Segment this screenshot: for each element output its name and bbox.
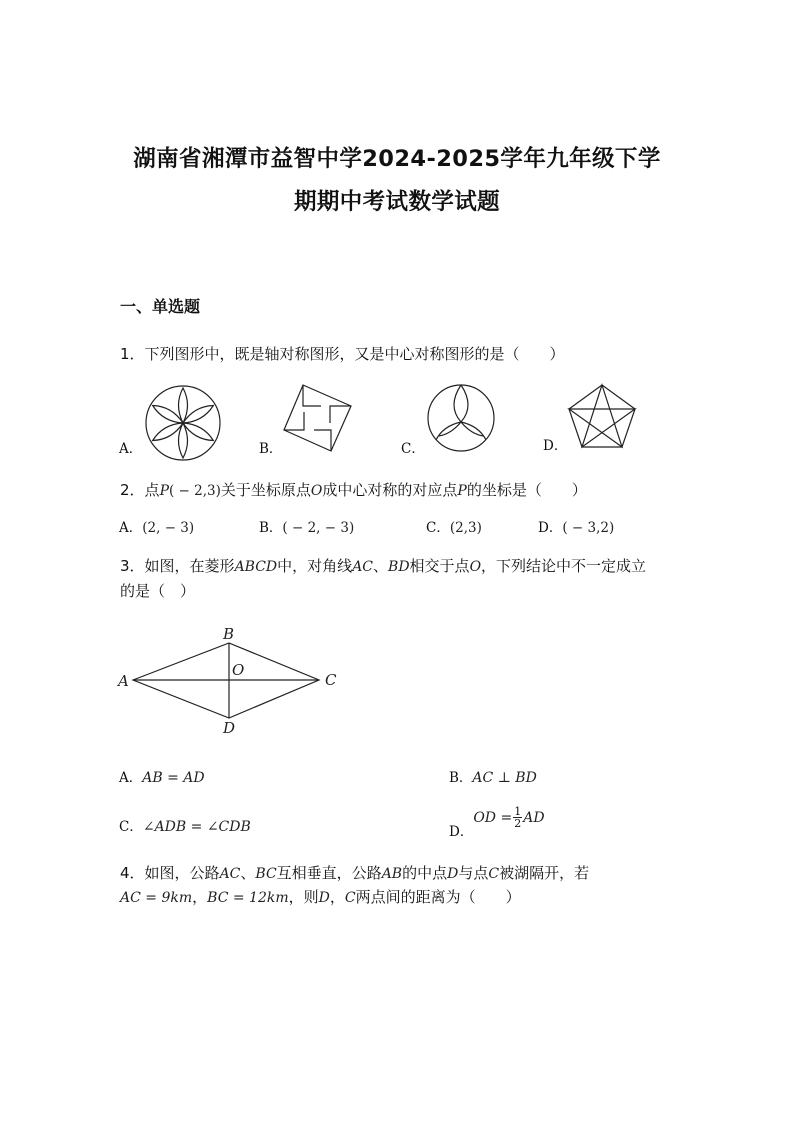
q3-option-b-value: AC ⊥ BD [472,770,537,786]
q4-number: 4． [120,864,145,882]
q2-text-mid: 关于坐标原点 [220,481,311,499]
q3-text-pre: 如图，在菱形 [144,557,235,575]
label-o: O [232,661,245,679]
q4-bc-length: BC = 12km [207,890,289,906]
q2-option-c-label: C． [426,520,450,536]
q3-stem-line1 [120,555,646,576]
q4-point-d: D [447,866,459,882]
section-heading: 一、单选题 [120,297,201,316]
q4-text-mid2: 的中点 [402,864,448,882]
q4-ac-length: AC = 9km [120,890,193,906]
q4-comma: ， [192,888,208,906]
q4-point-c2: C [344,890,356,906]
q3-option-d [449,805,545,840]
page-title-line1: 湖南省湘潭市益智中学2024-2025学年九年级下学 [133,146,661,172]
q1-option-b-label: B． [259,441,283,457]
label-d: D [223,719,236,737]
q2-option-d [538,516,614,536]
q3-option-d-rhs: AD [523,810,545,826]
q2-option-b-label: B． [259,520,283,536]
q3-text-post: ，下列结论中不一定成立 [481,557,647,575]
q4-text-mid: 互相垂直，公路 [276,864,382,882]
q2-text-post: 的坐标是（ ） [466,481,587,499]
q4-road-bc: BC [255,866,277,882]
q3-diag-bd: BD [388,559,410,575]
q3-option-d-fraction [513,806,522,829]
q3-option-d-lhs: OD = [473,810,513,826]
q3-option-c-value: ∠ADB = ∠CDB [142,819,251,835]
q1-figure-c [425,382,497,454]
q4-sep: 、 [240,864,256,882]
q2-option-a-label: A． [119,520,143,536]
q3-option-d-label: D． [449,824,474,840]
q3-option-c-label: C． [119,819,143,835]
q3-shape: ABCD [234,559,278,575]
q2-point2: P [457,483,467,499]
q3-rhombus-figure [118,624,348,740]
q2-origin: O [310,483,323,499]
q2-point: P [159,483,169,499]
q3-point-o: O [469,559,482,575]
q3-option-a-label: A． [119,770,143,786]
fraction-numerator: 1 [514,805,522,818]
q4-text-tail: 两点间的距离为（ ） [355,888,521,906]
q3-sep: 、 [373,557,389,575]
q2-text-pre: 点 [144,481,160,499]
flower-petals [150,388,215,458]
q2-stem [120,479,587,500]
q2-text-mid2: 成中心对称的对应点 [322,481,458,499]
q1-figure-d [566,383,638,451]
q4-point-c: C [488,866,500,882]
q1-figure-b [282,383,354,453]
q1-figure-a [143,383,223,463]
q3-option-a [119,766,205,786]
label-a: A [118,672,129,690]
q2-option-a-value: (2, − 3) [142,520,195,536]
q3-diag-ac: AC [352,559,374,575]
q3-text-mid2: 相交于点 [409,557,470,575]
q2-option-b [259,516,354,536]
page-title-line2: 期期中考试数学试题 [293,189,501,215]
q3-text-mid: 中，对角线 [277,557,353,575]
q2-number: 2． [120,481,145,499]
q2-option-d-label: D． [538,520,563,536]
q1-option-d-label: D． [543,438,568,454]
q2-option-b-value: ( − 2, − 3) [282,520,355,536]
q3-option-c [119,815,251,835]
q4-stem-line1 [120,862,589,883]
q4-point-d2: D [318,890,330,906]
q4-road-ab: AB [381,866,403,882]
q1-option-c-label: C． [401,441,425,457]
q3-stem-line2: 的是（ ） [120,582,196,600]
q2-option-c-value: (2,3) [449,520,482,536]
fraction-denominator: 2 [514,817,522,830]
label-b: B [223,625,235,643]
q3-option-a-value: AB = AD [142,770,205,786]
q1-option-a-label: A． [119,441,143,457]
q4-stem-line2 [120,886,521,907]
label-c: C [325,671,337,689]
q3-number: 3． [120,557,145,575]
q2-coord: ( − 2,3) [168,483,221,499]
q3-option-b [449,766,537,786]
q4-text-then: ，则 [288,888,319,906]
q4-text-mid3: 与点 [458,864,489,882]
q1-stem: 1．下列图形中，既是轴对称图形，又是中心对称图形的是（ ） [120,345,565,363]
q4-road-ac: AC [219,866,241,882]
q4-comma2: ， [329,888,345,906]
q4-text-post: 被湖隔开，若 [499,864,590,882]
q2-option-a [119,516,194,536]
q2-option-d-value: ( − 3,2) [562,520,615,536]
q4-text-pre: 如图，公路 [144,864,220,882]
q2-option-c [426,516,482,536]
q3-option-b-label: B． [449,770,473,786]
